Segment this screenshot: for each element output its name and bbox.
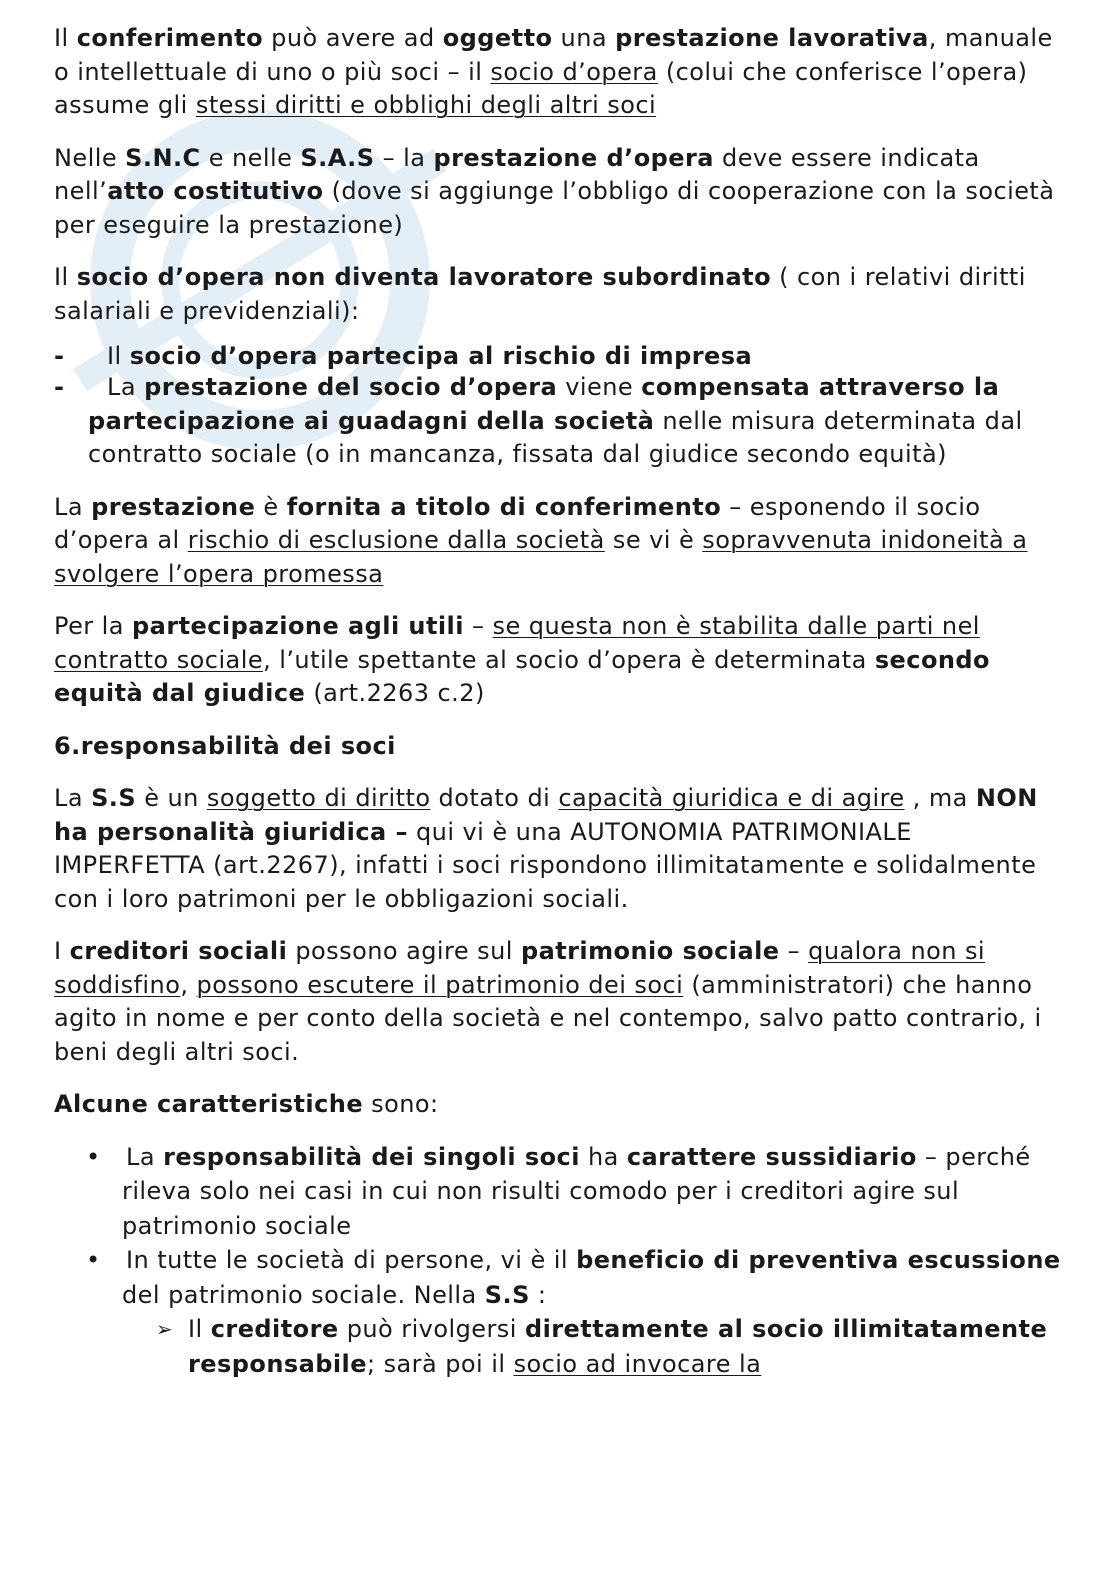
- list-item: • La responsabilità dei singoli soci ha carattere sussidiario – perché rileva solo nei casi in cui non risulti comodo per i creditori agire sul patrimonio sociale: [86, 1142, 1031, 1240]
- list-item: - Il socio d’opera partecipa al rischio di impresa: [54, 342, 753, 370]
- document-page: [54, 22, 1064, 1382]
- paragraph-utili: Per la partecipazione agli utili – se questa non è stabilita dalle parti nel contratto sociale, l’utile spettante al socio d’opera è determinata secondo equità dal giudice (art.2263 c.2): [54, 612, 990, 707]
- paragraph-socio-opera: Il socio d’opera non diventa lavoratore subordinato ( con i relativi diritti salariali e previdenziali):: [54, 263, 1026, 325]
- list-item: - La prestazione del socio d’opera viene compensata attraverso la partecipazione ai guadagni della società nelle misura determinata dal contratto sociale (o in mancanza, fissata dal giudice secondo equità): [54, 373, 1023, 468]
- section-heading: 6.responsabilità dei soci: [54, 731, 396, 760]
- paragraph-snc-sas: Nelle S.N.C e nelle S.A.S – la prestazione d’opera deve essere indicata nell’atto costitutivo (dove si aggiunge l’obbligo di cooperazione con la società per eseguire la prestazione): [54, 143, 1055, 239]
- list-item: • In tutte le società di persone, vi è il beneficio di preventiva escussione del patrimonio sociale. Nella S.S : ➢ Il creditore può rivolgersi direttamente al socio illimitatamente responsabile; sarà poi il socio ad invocare la: [54, 1243, 1064, 1382]
- arrow-icon: ➢: [156, 1317, 174, 1341]
- paragraph-creditori: I creditori sociali possono agire sul patrimonio sociale – qualora non si soddisfino, possono escutere il patrimonio dei soci (amministratori) che hanno agito in nome e per conto della società e nel contempo, salvo patto contrario, i beni degli altri soci.: [54, 937, 1042, 1066]
- paragraph-ss: La S.S è un soggetto di diritto dotato di capacità giuridica e di agire , ma NON ha personalità giuridica – qui vi è una AUTONOMIA PATRIMONIALE IMPERFETTA (art.2267), infatti i soci rispondono illimitatamente e solidalmente con i loro patrimoni per le obbligazioni sociali.: [54, 784, 1038, 913]
- paragraph-caratteristiche: Alcune caratteristiche sono:: [54, 1090, 439, 1118]
- paragraph-prestazione: La prestazione è fornita a titolo di conferimento – esponendo il socio d’opera al rischio di esclusione dalla società se vi è sopravvenuta inidoneità a svolgere l’opera promessa: [54, 492, 1028, 588]
- arrow-list: [122, 1312, 1064, 1382]
- paragraph-conferimento: Il conferimento può avere ad oggetto una prestazione lavorativa, manuale o intellettuale di uno o più soci – il socio d’opera (colui che conferisce l’opera) assume gli stessi diritti e obblighi degli altri soci: [54, 24, 1053, 119]
- list-item: ➢ Il creditore può rivolgersi direttamente al socio illimitatamente responsabile; sarà poi il socio ad invocare la: [54, 1312, 1064, 1382]
- dash-list: [54, 342, 1064, 472]
- bullet-list: [54, 1140, 1064, 1383]
